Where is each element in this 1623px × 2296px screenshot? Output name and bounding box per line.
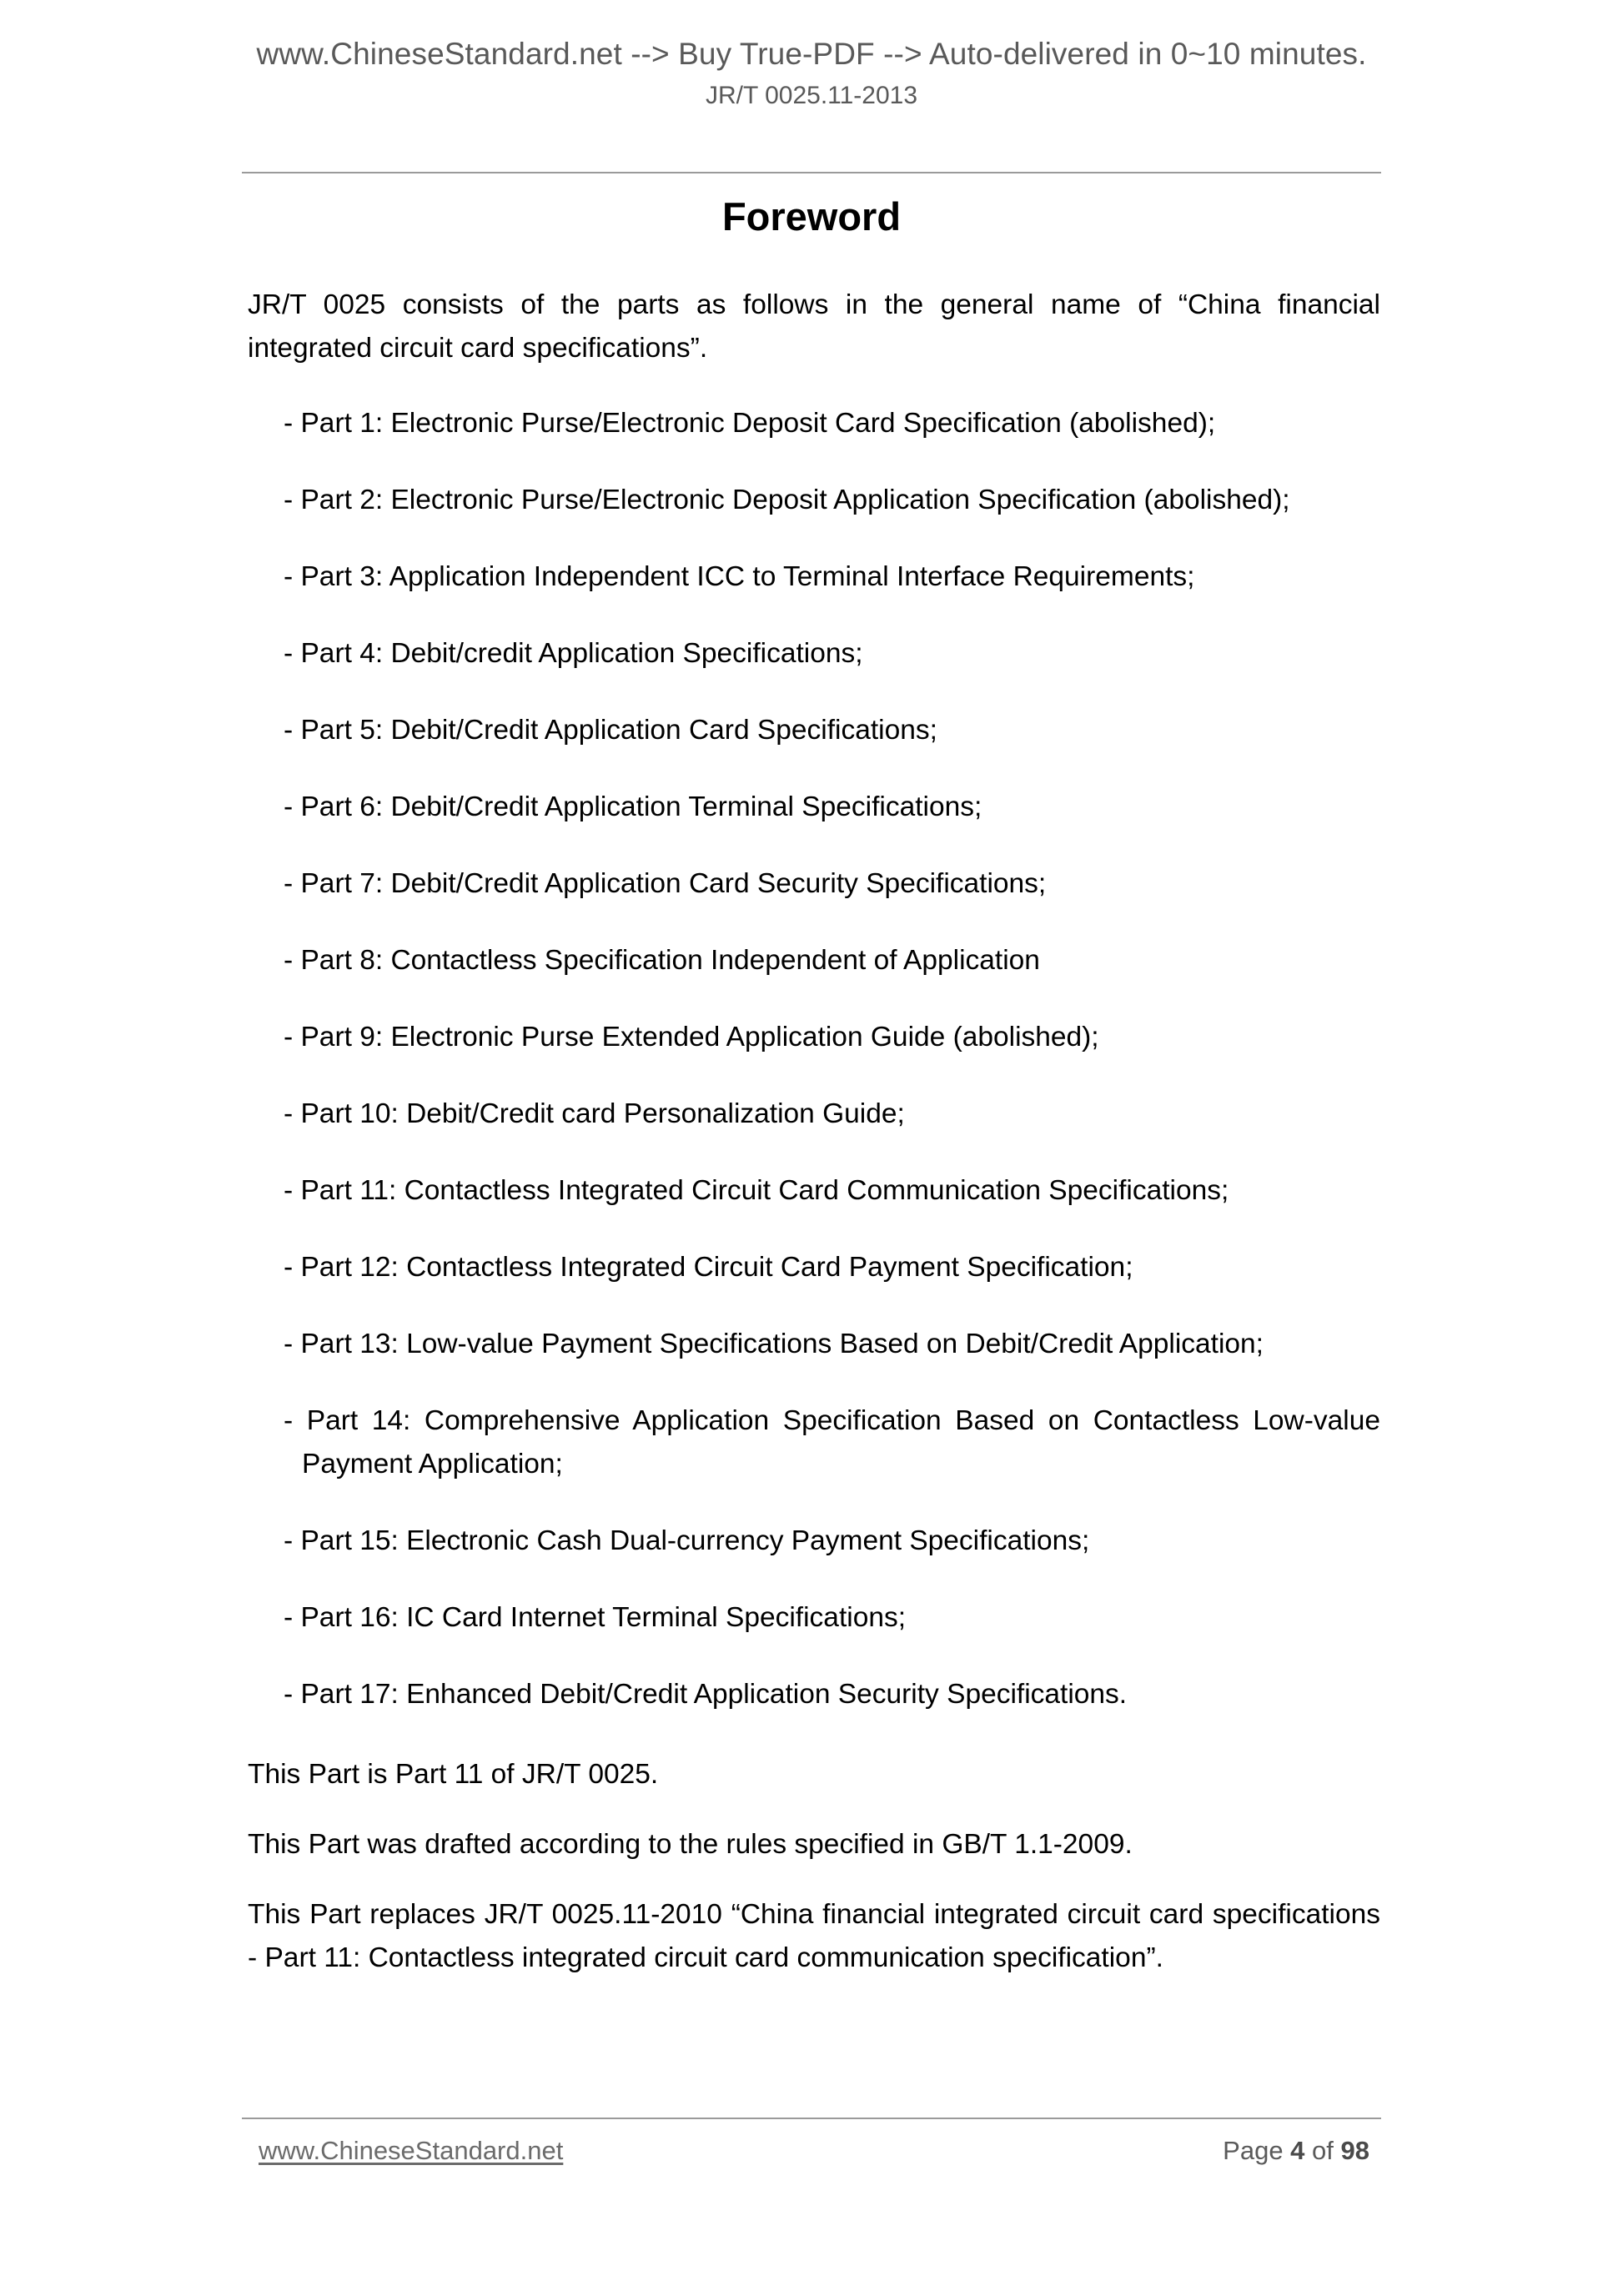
list-item: - Part 7: Debit/Credit Application Card Security Specifications; (284, 868, 1047, 899)
list-item: - Part 11: Contactless Integrated Circuit Card Communication Specifications; (284, 1175, 1229, 1206)
list-item: - Part 8: Contactless Specification Independent of Application (284, 945, 1040, 976)
list-item: - Part 4: Debit/credit Application Specifications; (284, 638, 863, 669)
document-body (248, 284, 1380, 1980)
page-label-middle: of (1304, 2136, 1341, 2165)
footer-site-link[interactable]: www.ChineseStandard.net (259, 2136, 564, 2165)
list-item: - Part 17: Enhanced Debit/Credit Application Security Specifications. (284, 1679, 1128, 1710)
list-item: - Part 2: Electronic Purse/Electronic Deposit Application Specification (abolished); (284, 485, 1290, 515)
page-number-indicator (1223, 2136, 1369, 2166)
list-item: - Part 16: IC Card Internet Terminal Specifications; (284, 1602, 907, 1633)
list-item: - Part 12: Contactless Integrated Circuit Card Payment Specification; (284, 1252, 1133, 1283)
parts-list (248, 402, 1380, 1716)
list-item: - Part 10: Debit/Credit card Personalization Guide; (284, 1098, 905, 1129)
list-item: - Part 6: Debit/Credit Application Terminal Specifications; (284, 791, 982, 822)
page-footer (242, 2136, 1381, 2176)
intro-paragraph: JR/T 0025 consists of the parts as follows in the general name of “China financial integrated circuit card specifications”. (248, 289, 1380, 364)
running-header (0, 37, 1623, 110)
list-item: - Part 5: Debit/Credit Application Card Specifications; (284, 715, 937, 746)
footer-divider-rule (242, 2118, 1381, 2119)
standard-number-header: JR/T 0025.11-2013 (705, 81, 918, 109)
current-page-number: 4 (1290, 2136, 1305, 2165)
page-title: Foreword (721, 194, 902, 239)
list-item: - Part 13: Low-value Payment Specifications Based on Debit/Credit Application; (284, 1329, 1264, 1359)
closing-paragraph-1: This Part is Part 11 of JR/T 0025. (248, 1759, 659, 1790)
list-item: - Part 14: Comprehensive Application Specification Based on Contactless Low-value Payment Application; (284, 1405, 1380, 1480)
page-label-prefix: Page (1223, 2136, 1291, 2165)
list-item: - Part 9: Electronic Purse Extended Application Guide (abolished); (284, 1022, 1099, 1053)
header-divider-rule (242, 172, 1381, 173)
list-item: - Part 3: Application Independent ICC to Terminal Interface Requirements; (284, 561, 1195, 592)
promo-banner-text: www.ChineseStandard.net --> Buy True-PDF --> Auto-delivered in 0~10 minutes. (256, 37, 1367, 71)
list-item: - Part 15: Electronic Cash Dual-currency Payment Specifications; (284, 1525, 1090, 1556)
closing-paragraph-2: This Part was drafted according to the rules specified in GB/T 1.1-2009. (248, 1829, 1133, 1860)
closing-paragraph-3: This Part replaces JR/T 0025.11-2010 “China financial integrated circuit card specifications - Part 11: Contactless integrated circuit card communication specification”. (248, 1899, 1380, 1973)
total-page-count: 98 (1340, 2136, 1369, 2165)
list-item: - Part 1: Electronic Purse/Electronic Deposit Card Specification (abolished); (284, 408, 1216, 439)
